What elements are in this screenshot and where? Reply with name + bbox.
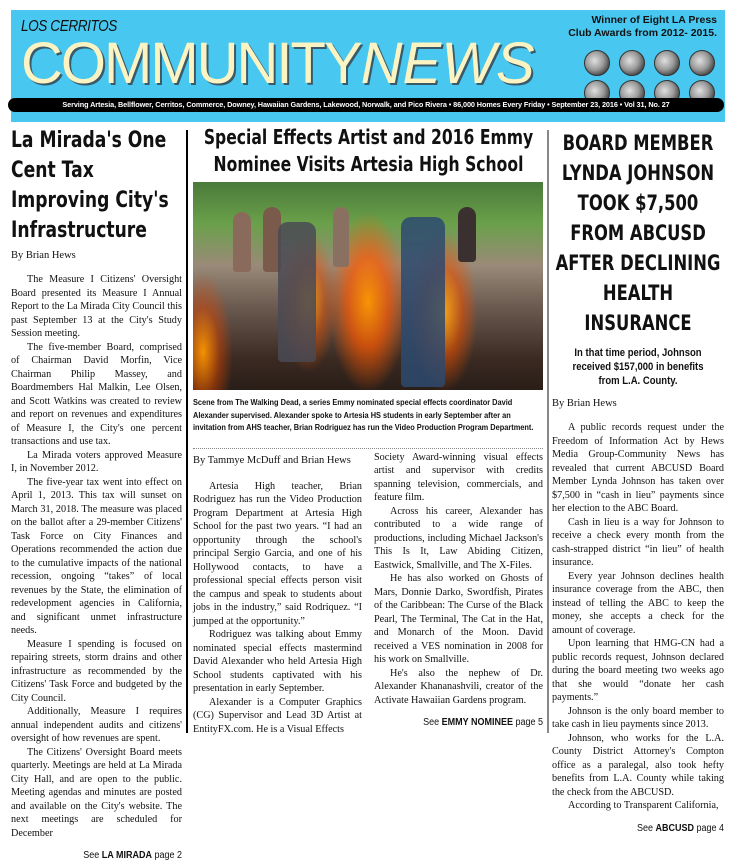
paragraph: The five-year tax went into effect on April 1, 2013. This tax will sunset on March 31, 2018. The measure was placed on the ballot after a 29-member Citizens' Task Force on City Finances and Operations recommended the action due to the cumulative impacts of the national recession, ongoing “takes” of local revenues by the State, the elimination of redevelopment agencies in California, and significant unmet infrastructure needs.: [11, 476, 182, 636]
column-divider: [547, 130, 549, 733]
paragraph: La Mirada voters approved Measure I, in November 2012.: [11, 449, 182, 474]
paragraph: Johnson is the only board member to take cash in lieu payments since 2013.: [552, 705, 724, 730]
awards-line-1: Winner of Eight LA Press: [591, 14, 717, 26]
article-la-mirada: [11, 124, 182, 861]
see-page: page 2: [151, 850, 182, 861]
paragraph: Alexander is a Computer Graphics (CG) Supervisor and Lead 3D Artist at EntityFX.com. He is a Visual Effects: [193, 696, 362, 735]
article-body: [552, 421, 724, 813]
paragraph: Cash in lieu is a way for Johnson to receive a check every month from the cash-strapped district “in lieu” of health insurance.: [552, 516, 724, 568]
see-prefix: See: [83, 850, 102, 861]
see-prefix: See: [636, 822, 656, 834]
masthead-title: [21, 31, 535, 96]
masthead-title-news: NEWS: [360, 31, 535, 96]
photo-figure-burning: [401, 217, 445, 387]
see-prefix: See: [423, 717, 442, 728]
article-columns: [193, 449, 543, 737]
article-byline: By Brian Hews: [11, 250, 76, 261]
photo-figure-burning: [278, 222, 316, 362]
masthead-title-main: COMMUNITY: [21, 31, 361, 96]
serving-areas-bar: Serving Artesia, Bellflower, Cerritos, Commerce, Downey, Hawaiian Gardens, Lakewood, Norwalk, and Pico Rivera • 86,000 Homes Every Friday • September 23, 2016 • Vol 31, No. 27: [8, 98, 724, 112]
article-photo: [193, 182, 543, 390]
article-byline: By Tammye McDuff and Brian Hews: [193, 454, 351, 466]
article-abcusd: [552, 124, 724, 834]
award-medal-icon: [689, 50, 715, 76]
paragraph: Rodriguez was talking about Emmy nominated special effects mastermind David Alexander who held Artesia High School students captivated with his presentation in early September.: [193, 629, 362, 694]
article-emmy-nominee: [193, 124, 543, 736]
see-section: ABCUSD: [655, 822, 694, 834]
article-headline[interactable]: La Mirada's One Cent Tax Improving City's Infrastructure: [11, 128, 169, 243]
paragraph: Every year Johnson declines health insurance coverage from the ABC, then instead of telling the ABC to keep the money, she accepts a check for the amount of coverage.: [552, 570, 724, 636]
award-medal-icon: [619, 50, 645, 76]
paragraph: According to Transparent California,: [568, 800, 719, 811]
awards-line-2: Club Awards from 2012- 2015.: [568, 27, 717, 39]
photo-figure: [233, 212, 251, 272]
see-section: EMMY NOMINEE: [441, 717, 513, 728]
paragraph: The Measure I Citizens' Oversight Board presented its Measure I Annual Report to the La Mirada City Council this past September 13 at the City's Study Session meeting.: [11, 274, 182, 339]
paragraph: Johnson, who works for the L.A. County District Attorney's Compton office as a paralegal, also took hefty benefits from L.A. County while taking the check from the ABCUSD.: [552, 732, 724, 798]
see-page: page 4: [693, 822, 724, 834]
paragraph: He's also the nephew of Dr. Alexander Khananashvili, creator of the Activate Hawaiian Gardens program.: [374, 667, 543, 706]
awards-text: [567, 14, 717, 40]
paragraph: Upon learning that HMG-CN had a public records request, Johnson declared during the board meeting two weeks ago that she would “donate her cash payments.”: [552, 638, 724, 703]
article-headline[interactable]: Special Effects Artist and 2016 Emmy Nominee Visits Artesia High School: [203, 125, 534, 176]
article-body-col-1: [193, 449, 362, 737]
masthead-city: LOS CERRITOS: [21, 18, 117, 35]
article-body: [11, 273, 182, 840]
photo-caption: Scene from The Walking Dead, a series Emmy nominated special effects coordinator David Alexander supervised. Alexander spoke to Artesia HS students in early September after an invitation from AHS teacher, Brian Rodriguez has run the Video Production Program Department.: [193, 397, 534, 432]
paragraph: Society Award-winning visual effects artist and supervisor with credits spanning television, commercials, and feature film.: [374, 451, 543, 503]
article-headline[interactable]: BOARD MEMBER LYNDA JOHNSON TOOK $7,500 FROM ABCUSD AFTER DECLINING HEALTH INSURANCE: [555, 131, 721, 335]
paragraph: Artesia High teacher, Brian Rodriguez has run the Video Production Program Department at Artesia High School for the past two years. “I had an opportunity through the school's principal Sergio Garcia, and one of his Hollywood contacts, to have a professional special effects person visit the campus and speak to students about jobs in the industry,” said Rodriquez. “I jumped at the opportunity.”: [193, 480, 362, 627]
article-body-col-2: [374, 449, 543, 737]
paragraph: The Citizens' Oversight Board meets quarterly. Meetings are held at La Mirada City Hall, and are open to the public. Meeting agendas and minutes are posted and available on the City's website. The next meetings are scheduled for December: [11, 746, 182, 839]
photo-figure: [458, 207, 476, 262]
article-byline: By Brian Hews: [552, 398, 617, 409]
continued-on-link[interactable]: [28, 850, 182, 861]
paragraph: He has also worked on Ghosts of Mars, Donnie Darko, Swordfish, Pirates of the Caribbean: The Curse of the Black Pearl, The Terminal, The Cat in the Hat, and Monarch of the Moon. David received a VES nomination in 2008 for his work on Smallville.: [374, 573, 543, 665]
paragraph: Additionally, Measure I requires annual independent audits and citizens' oversight of how revenues are spent.: [11, 706, 182, 744]
see-page: page 5: [512, 717, 543, 728]
column-divider: [186, 130, 188, 733]
photo-figure: [333, 207, 349, 267]
article-subhead: In that time period, Johnson received $157,000 in benefits from L.A. County.: [572, 347, 704, 387]
award-medal-icon: [584, 50, 610, 76]
award-medal-icon: [654, 50, 680, 76]
continued-on-link[interactable]: [569, 823, 724, 834]
paragraph: Across his career, Alexander has contributed to a wide range of productions, including Michael Jackson's This Is It, Law Abiding Citizen, Eastwick, Smallville, and The X-Files.: [374, 505, 543, 571]
see-section: LA MIRADA: [101, 850, 152, 861]
paragraph: Measure I spending is focused on repairing streets, storm drains and other infrastructure as recommended by the Citizens' Task Force and budgeted by the City Council.: [11, 638, 182, 704]
paragraph: The five-member Board, comprised of Chairman David Morfin, Vice Chairman Philip Massey, and Boardmembers Hal Malkin, Lee Olsen, and Scott Watkins was created to review and report on revenues and expenditures of Measure I, the City's one percent transactions and use tax.: [11, 341, 182, 447]
paragraph: A public records request under the Freedom of Information Act by Hews Media Group-Community News has revealed that current ABCUSD Board Member Lynda Johnson has taken over $7,500 in “cash in lieu” payments since her election to the ABC Board.: [552, 422, 724, 514]
continued-on-link[interactable]: [391, 717, 543, 728]
